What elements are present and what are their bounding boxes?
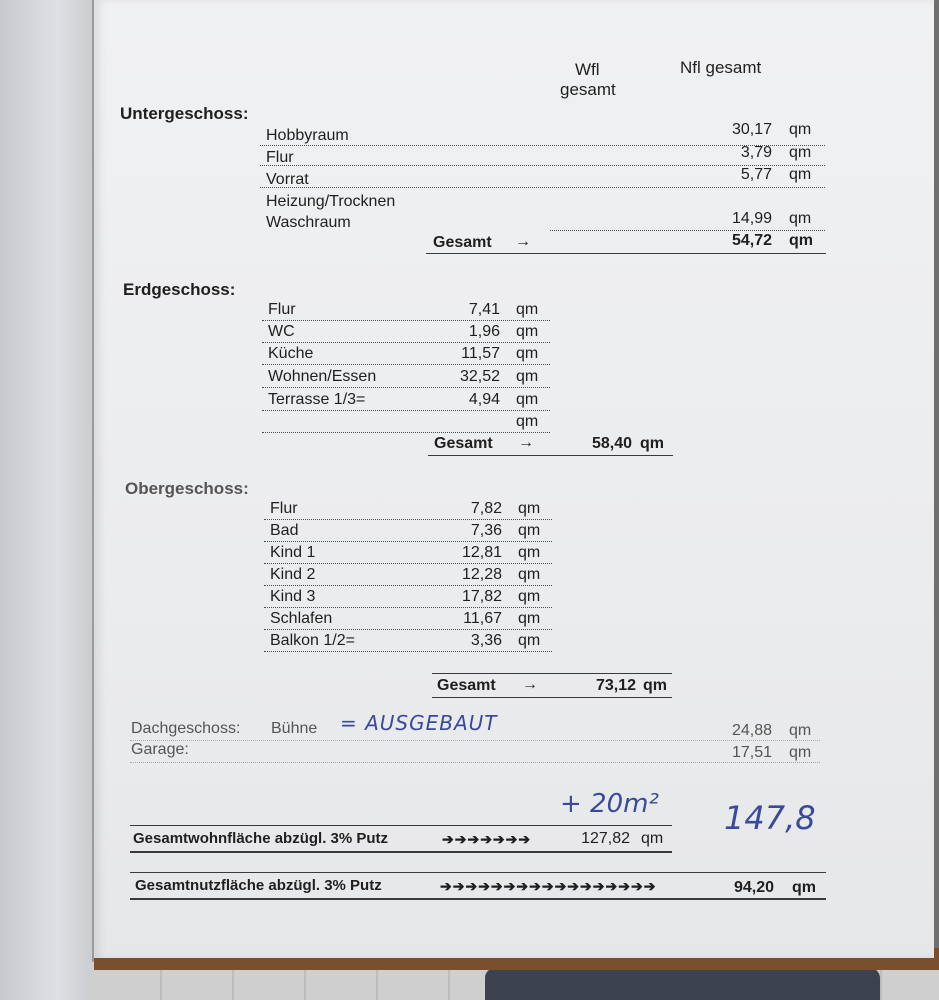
og-row-value: 12,81 [461,544,502,561]
dotted-line [264,541,552,542]
eg-row-unit: qm [516,413,539,430]
eg-row-label: WC [268,323,295,340]
total-overline [432,673,672,674]
ug-row-value: 5,77 [740,166,772,183]
eg-row-unit: qm [516,368,539,385]
dotted-line [264,563,552,564]
nutzflaeche-value: 94,20 [733,879,774,896]
dg-label: Dachgeschoss: [131,720,241,737]
og-row-label: Balkon 1/2= [270,632,355,649]
dotted-line [264,629,552,630]
og-row-value: 7,82 [470,500,502,517]
dotted-line [262,387,550,388]
dotted-line [262,364,550,365]
wohnflaeche-value: 127,82 [581,830,630,847]
total-overline [130,825,672,826]
arrow-icon: → [518,434,535,451]
wohnflaeche-unit: qm [641,830,664,847]
header-nfl-gesamt: Nfl gesamt [680,58,762,77]
og-row-unit: qm [518,544,541,561]
eg-row-label: Flur [268,301,296,318]
og-row-value: 7,36 [470,522,502,539]
ug-row-unit: qm [789,210,812,227]
nutzflaeche-label: Gesamtnutzfläche abzügl. 3% Putz [135,877,382,894]
eg-row-unit: qm [516,345,539,362]
left-page-edge [0,0,96,1000]
total-overline [130,872,826,873]
og-row-unit: qm [518,610,541,627]
eg-total-value: 58,40 [591,435,632,452]
arrow-icon: → [522,676,539,693]
eg-row-value: 11,57 [461,345,500,362]
ug-row-unit: qm [789,121,812,138]
handwritten-total: 147,8 [724,799,816,837]
eg-row-value: 7,41 [468,301,500,318]
eg-total-label: Gesamt [434,435,493,452]
ug-row-value: 14,99 [731,210,772,227]
og-row-label: Bad [270,522,299,539]
eg-row-label: Küche [268,345,314,362]
section-title-eg: Erdgeschoss: [123,280,236,299]
handwritten-note-ausgebaut: = AUSGEBAUT [340,711,498,735]
og-total-label: Gesamt [437,677,496,694]
total-underline [130,898,826,900]
eg-row-value: 1,96 [468,323,500,340]
dotted-line [550,230,825,231]
arrow-row-icon: ➔➔➔➔➔➔➔ [442,831,532,847]
eg-row-label: Wohnen/Essen [268,368,377,385]
og-row-unit: qm [518,566,541,583]
ug-total-unit: qm [789,232,813,249]
arrow-icon: → [515,233,532,250]
og-row-label: Kind 2 [270,566,316,583]
og-row-value: 11,67 [463,610,502,627]
ug-row-unit: qm [789,144,812,161]
ug-row-label: Heizung/Trocknen [266,193,396,210]
og-total-value: 73,12 [595,677,636,694]
section-title-ug: Untergeschoss: [120,104,249,123]
dotted-line [262,432,550,433]
eg-row-value: 4,94 [468,391,500,408]
garage-unit: qm [789,744,812,761]
ug-row-value: 3,79 [740,144,772,161]
arrow-row-icon: ➔➔➔➔➔➔➔➔➔➔➔➔➔➔➔➔➔ [440,878,657,894]
handwritten-note-plus-20: + 20m² [560,789,659,819]
shoe [485,968,880,1000]
eg-row-value: 32,52 [459,368,500,385]
header-wfl-gesamt: gesamt [560,80,616,99]
dotted-line [130,762,820,763]
total-underline [130,851,672,853]
dotted-line [262,320,550,321]
total-underline [432,697,672,698]
section-title-og: Obergeschoss: [125,479,249,498]
dotted-line [264,519,552,520]
eg-row-unit: qm [516,301,539,318]
og-row-value: 3,36 [470,632,502,649]
document-page [94,0,934,958]
ug-row-label-2: Waschraum [266,214,351,231]
eg-row-unit: qm [516,323,539,340]
garage-label: Garage: [131,741,189,758]
ug-row-unit: qm [789,166,812,183]
dotted-line [260,187,825,188]
ug-row-label: Vorrat [266,171,309,188]
eg-row-unit: qm [516,391,539,408]
og-row-label: Kind 3 [270,588,316,605]
total-underline [428,455,673,456]
dotted-line [130,740,820,741]
eg-total-unit: qm [640,435,664,452]
garage-value: 17,51 [731,744,772,761]
og-row-unit: qm [518,632,541,649]
og-total-unit: qm [643,677,667,694]
ug-total-label: Gesamt [433,234,492,251]
og-row-label: Kind 1 [270,544,316,561]
dotted-line [264,607,552,608]
eg-row-label: Terrasse 1/3= [268,391,366,408]
og-row-value: 12,28 [461,566,502,583]
dotted-line [264,585,552,586]
ug-total-value: 54,72 [731,232,772,249]
wohnflaeche-label: Gesamtwohnfläche abzügl. 3% Putz [133,830,389,847]
og-row-unit: qm [518,588,541,605]
og-row-label: Schlafen [270,610,333,627]
dotted-line [262,410,550,411]
dg-sub: Bühne [271,720,318,737]
og-row-unit: qm [518,522,541,539]
nutzflaeche-unit: qm [792,879,816,896]
ug-row-value: 30,17 [731,121,772,138]
ug-row-label: Flur [266,149,294,166]
dg-unit: qm [789,722,812,739]
og-row-unit: qm [518,500,541,517]
og-row-label: Flur [270,500,298,517]
dotted-line [262,342,550,343]
header-wfl: Wfl [575,60,600,79]
total-underline [426,253,826,254]
dotted-line [264,651,552,652]
dg-value: 24,88 [731,722,772,739]
ug-row-label: Hobbyraum [266,127,349,144]
og-row-value: 17,82 [461,588,502,605]
